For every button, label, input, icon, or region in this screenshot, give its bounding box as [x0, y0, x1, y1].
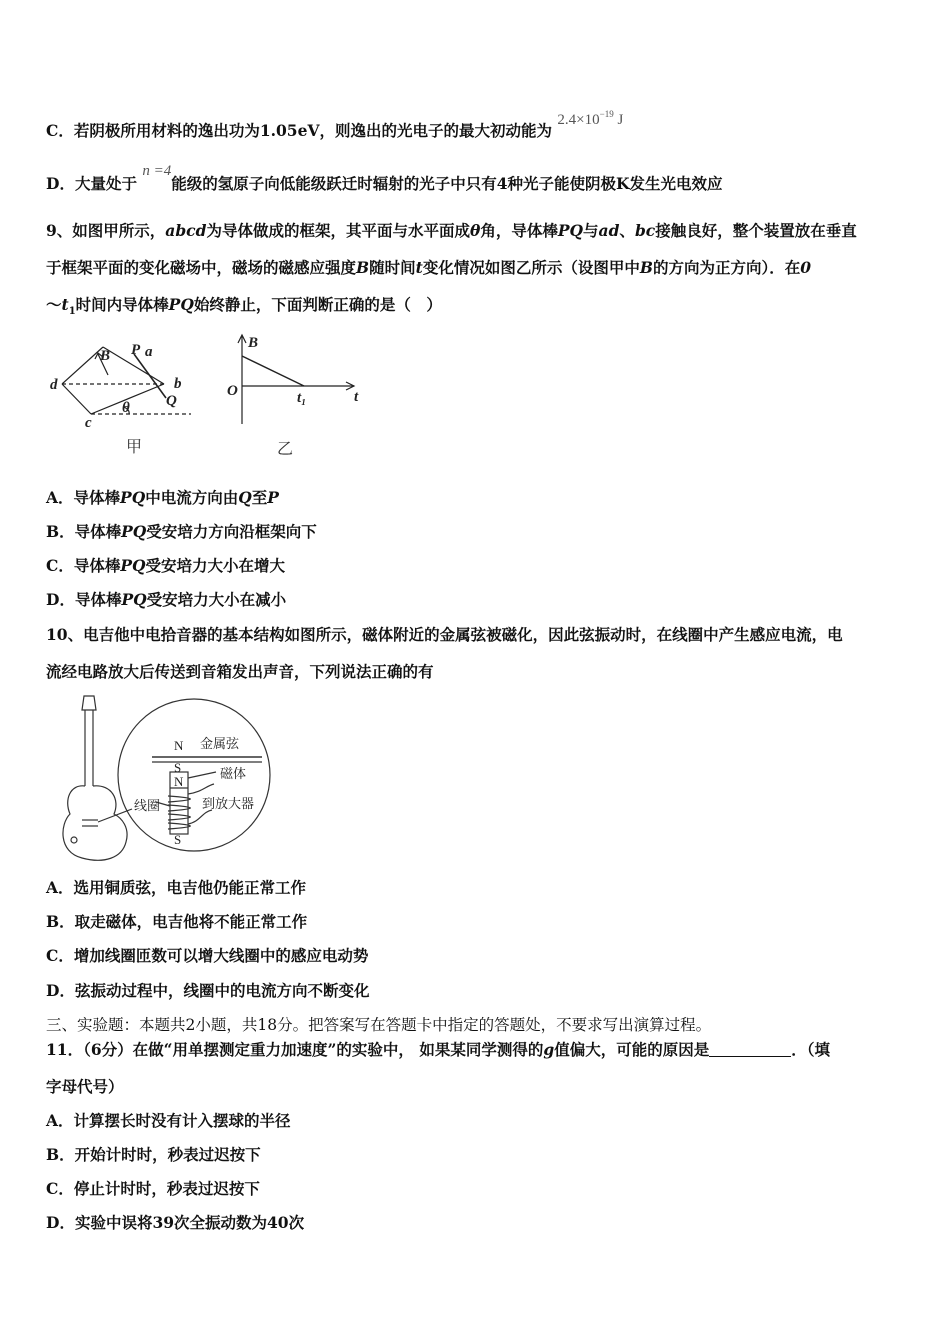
q9-stem-line3: $\sim t_1$时间内导体棒PQ始终静止，下面判断正确的是（ ）: [46, 295, 442, 318]
label-a: a: [145, 344, 153, 360]
guitar-headstock: [82, 696, 96, 710]
label-B: B: [100, 348, 111, 364]
q9-figure-yi: [226, 332, 366, 428]
magnet-label-N: N: [174, 774, 184, 789]
q9-option-a: A．导体棒PQ中电流方向由Q至P: [46, 488, 279, 507]
magnet-label-S: S: [174, 832, 182, 847]
caption-yi: 乙: [277, 439, 294, 458]
conductor-rod-pq: [134, 354, 166, 398]
coil-windings: [168, 796, 191, 829]
q9-figure-jia: [46, 340, 206, 431]
coil-lead-lower: [188, 810, 212, 824]
q8-d-formula: n =4: [142, 163, 172, 179]
magnifier-circle: [118, 699, 270, 851]
q9-stem-line1: 9、如图甲所示，abcd为导体做成的框架，其平面与水平面成θ角，导体棒PQ与ad、bc接触良好，整个装置放在垂直: [46, 221, 857, 240]
label-theta: θ: [122, 400, 130, 416]
guitar-knob: [71, 837, 77, 843]
q9-option-b: B．导体棒PQ受安培力方向沿框架向下: [46, 522, 317, 541]
amplifier-text-label: 到放大器: [202, 796, 255, 811]
section3-header: 三、实验题：本题共2小题，共18分。把答案写在答题卡中指定的答题处，不要求写出演算过程。: [46, 1016, 712, 1034]
string-label-N: N: [174, 738, 184, 753]
q8-option-d: D．大量处于 n =4能级的氢原子向低能级跃迁时辐射的光子中只有4种光子能使阴极K发生光电效应: [46, 163, 723, 193]
q10-guitar-pickup-figure: [52, 692, 272, 866]
frame-edge-da: [62, 347, 103, 384]
tick-label-t1: t₁: [297, 390, 307, 406]
label-b: b: [174, 376, 182, 392]
axis-label-t: t: [354, 389, 359, 405]
q11-option-d: D．实验中误将39次全振动数为40次: [46, 1213, 305, 1232]
answer-blank[interactable]: [709, 1042, 791, 1057]
q8-c-formula: $2.4\times 10^{-19}$ J: [557, 109, 624, 128]
q11-option-b: B．开始计时时，秒表过迟按下: [46, 1145, 261, 1164]
frame-edge-dc: [62, 384, 91, 414]
q8-option-c: C．若阴极所用材料的逸出功为1.05eV，则逸出的光电子的最大初动能为 $2.4\times 10^{-19}$ J: [46, 109, 624, 140]
label-P: P: [131, 342, 141, 358]
q10-option-c: C．增加线圈匝数可以增大线圈中的感应电动势: [46, 946, 369, 965]
label-d: d: [50, 377, 58, 393]
q10-stem-line1: 10、电吉他中电拾音器的基本结构如图所示，磁体附近的金属弦被磁化，因此弦振动时，在线圈中产生感应电流，电: [46, 625, 843, 644]
q9-option-d: D．导体棒PQ受安培力大小在减小: [46, 590, 287, 609]
magnet-pointer: [188, 772, 216, 778]
label-Q: Q: [166, 393, 177, 409]
label-c: c: [85, 415, 92, 431]
q10-option-b: B．取走磁体，电吉他将不能正常工作: [46, 912, 308, 931]
b-vs-t-line: [242, 356, 304, 386]
q10-option-d: D．弦振动过程中，线圈中的电流方向不断变化: [46, 981, 370, 1000]
coil-lead-upper: [188, 784, 214, 794]
axis-label-B: B: [248, 335, 259, 351]
origin-label: O: [227, 383, 238, 399]
string-label-S: S: [174, 760, 182, 775]
magnet-text-label: 磁体: [220, 766, 247, 781]
q10-option-a: A．选用铜质弦，电吉他仍能正常工作: [46, 878, 307, 897]
q11-option-a: A．计算摆长时没有计入摆球的半径: [46, 1111, 291, 1130]
caption-jia: 甲: [126, 437, 143, 456]
q11-stem-line1: 11．（6分）在做“用单摆测定重力加速度”的实验中， 如果某同学测得的g值偏大，可能的原因是 ．（填: [46, 1040, 830, 1059]
q9-option-c: C．导体棒PQ受安培力大小在增大: [46, 556, 286, 575]
q11-stem-line2: 字母代号）: [46, 1077, 124, 1096]
string-text-label: 金属弦: [200, 736, 240, 751]
guitar-body: [63, 786, 127, 860]
q11-option-c: C．停止计时时，秒表过迟按下: [46, 1179, 260, 1198]
coil-text-label: 线圈: [134, 798, 161, 813]
q9-stem-line2: 于框架平面的变化磁场中，磁场的磁感应强度B随时间t变化情况如图乙所示（设图甲中B的方向为正方向）．在0: [46, 258, 811, 277]
q10-stem-line2: 流经电路放大后传送到音箱发出声音，下列说法正确的有: [46, 662, 434, 681]
